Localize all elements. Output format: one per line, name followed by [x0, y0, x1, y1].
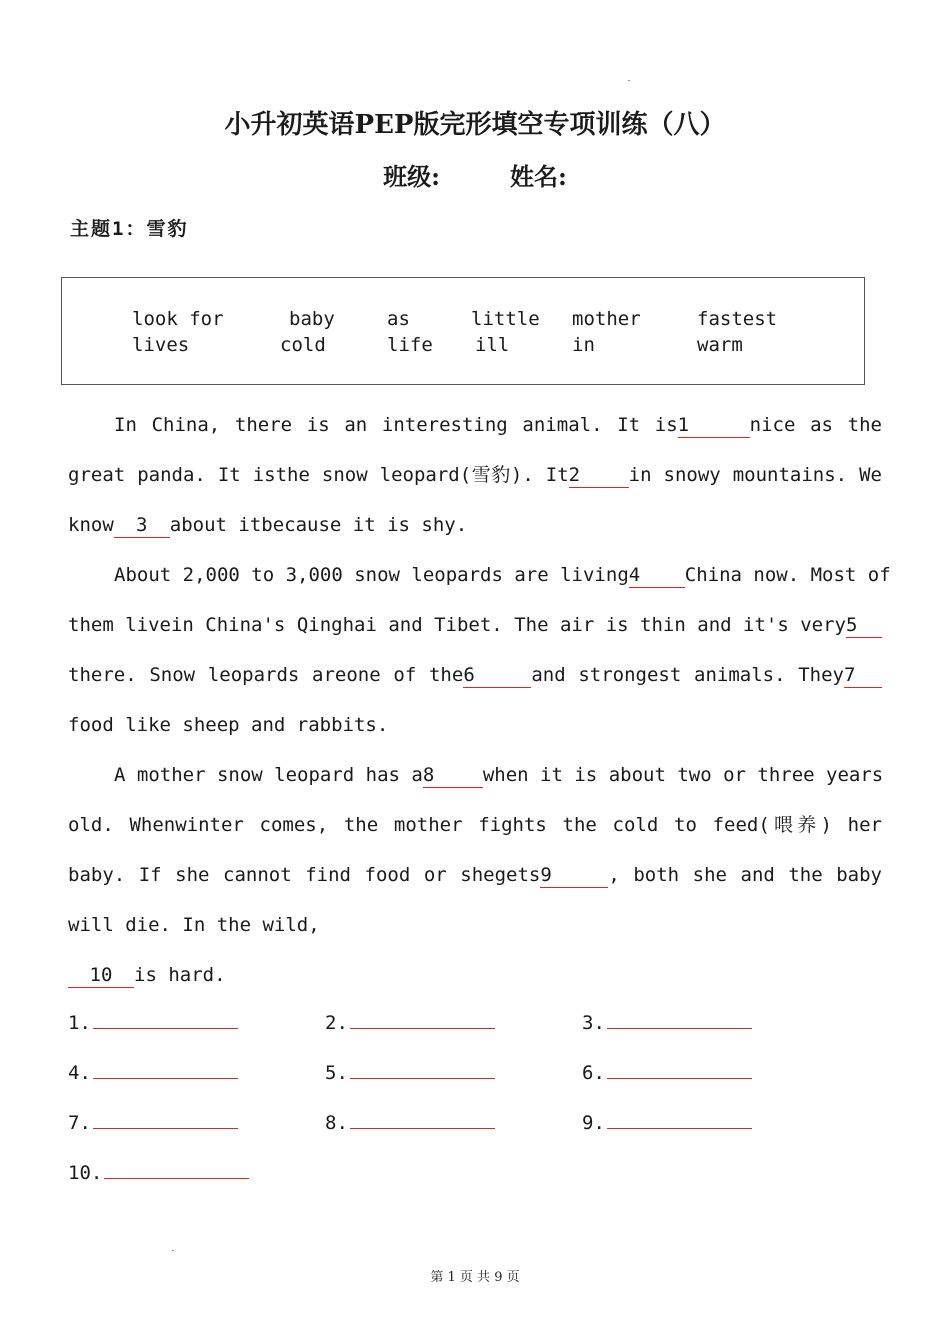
answer-input[interactable]	[350, 1058, 495, 1079]
passage-line: there. Snow leopards areone of the6 and strongest animals. They7	[68, 660, 882, 690]
page-title: 小升初英语PEP版完形填空专项训练（八）	[224, 110, 726, 140]
answer-line-7[interactable]: 7.	[68, 1108, 238, 1138]
blank-10[interactable]: 10	[68, 963, 134, 988]
word-bank-item: lives	[132, 334, 190, 356]
answer-line-4[interactable]: 4.	[68, 1058, 238, 1088]
page-footer: 第 1 页 共 9 页	[430, 1270, 520, 1285]
blank-1[interactable]: 1	[678, 413, 750, 438]
word-bank-item: as	[387, 308, 410, 330]
passage-line: old. Whenwinter comes, the mother fights the cold to feed(喂养) her	[68, 814, 882, 836]
blank-9[interactable]: 9	[540, 863, 608, 888]
passage-line: baby. If she cannot find food or shegets9 , both she and the baby	[68, 864, 882, 886]
word-bank-item: mother	[572, 308, 641, 330]
blank-7[interactable]: 7	[844, 663, 882, 688]
passage-line: In China, there is an interesting animal. It is1 nice as the	[114, 414, 882, 436]
speck	[172, 1250, 174, 1251]
passage-line: them livein China's Qinghai and Tibet. The air is thin and it's very5	[68, 610, 882, 640]
answer-line-8[interactable]: 8.	[325, 1108, 495, 1138]
word-bank-item: baby	[289, 308, 335, 330]
blank-8[interactable]: 8	[423, 763, 483, 788]
word-bank-item: cold	[280, 334, 326, 356]
blank-5[interactable]: 5	[846, 613, 882, 638]
answer-input[interactable]	[350, 1008, 495, 1029]
word-bank-item: little	[471, 308, 540, 330]
answer-line-6[interactable]: 6.	[582, 1058, 752, 1088]
passage-line: great panda. It isthe snow leopard(雪豹). It2 in snowy mountains. We	[68, 464, 882, 486]
student-info-line	[0, 157, 950, 192]
blank-2[interactable]: 2	[569, 463, 629, 488]
answer-input[interactable]	[93, 1008, 238, 1029]
theme-heading: 主题1：雪豹	[70, 218, 189, 240]
passage-line: will die. In the wild,	[68, 914, 320, 936]
answer-line-10[interactable]: 10.	[68, 1158, 249, 1188]
word-bank-item: warm	[697, 334, 743, 356]
blank-4[interactable]: 4	[629, 563, 685, 588]
passage-line: 10 is hard.	[68, 960, 882, 990]
word-bank-item: ill	[475, 334, 510, 356]
answer-line-1[interactable]: 1.	[68, 1008, 238, 1038]
answer-line-2[interactable]: 2.	[325, 1008, 495, 1038]
answer-input[interactable]	[93, 1058, 238, 1079]
word-bank-item: look for	[132, 308, 224, 330]
answer-input[interactable]	[607, 1008, 752, 1029]
passage-line: food like sheep and rabbits.	[68, 714, 389, 736]
word-bank-item: fastest	[697, 308, 778, 330]
answer-input[interactable]	[607, 1058, 752, 1079]
blank-6[interactable]: 6	[463, 663, 531, 688]
answer-input[interactable]	[93, 1108, 238, 1129]
answer-line-9[interactable]: 9.	[582, 1108, 752, 1138]
answer-line-3[interactable]: 3.	[582, 1008, 752, 1038]
speck	[628, 80, 630, 81]
answer-input[interactable]	[350, 1108, 495, 1129]
passage-line: A mother snow leopard has a8 when it is about two or three years	[114, 764, 884, 786]
word-bank-item: in	[572, 334, 595, 356]
answer-input[interactable]	[607, 1108, 752, 1129]
answer-input[interactable]	[104, 1158, 249, 1179]
word-bank-box	[61, 277, 865, 385]
answer-line-5[interactable]: 5.	[325, 1058, 495, 1088]
blank-3[interactable]: 3	[114, 513, 170, 538]
name-label: 姓名:	[510, 162, 567, 191]
passage-line: About 2,000 to 3,000 snow leopards are living4 China now. Most of	[114, 564, 891, 586]
passage-line: know 3 about itbecause it is shy.	[68, 514, 468, 536]
class-label: 班级:	[383, 162, 440, 191]
word-bank-item: life	[387, 334, 433, 356]
